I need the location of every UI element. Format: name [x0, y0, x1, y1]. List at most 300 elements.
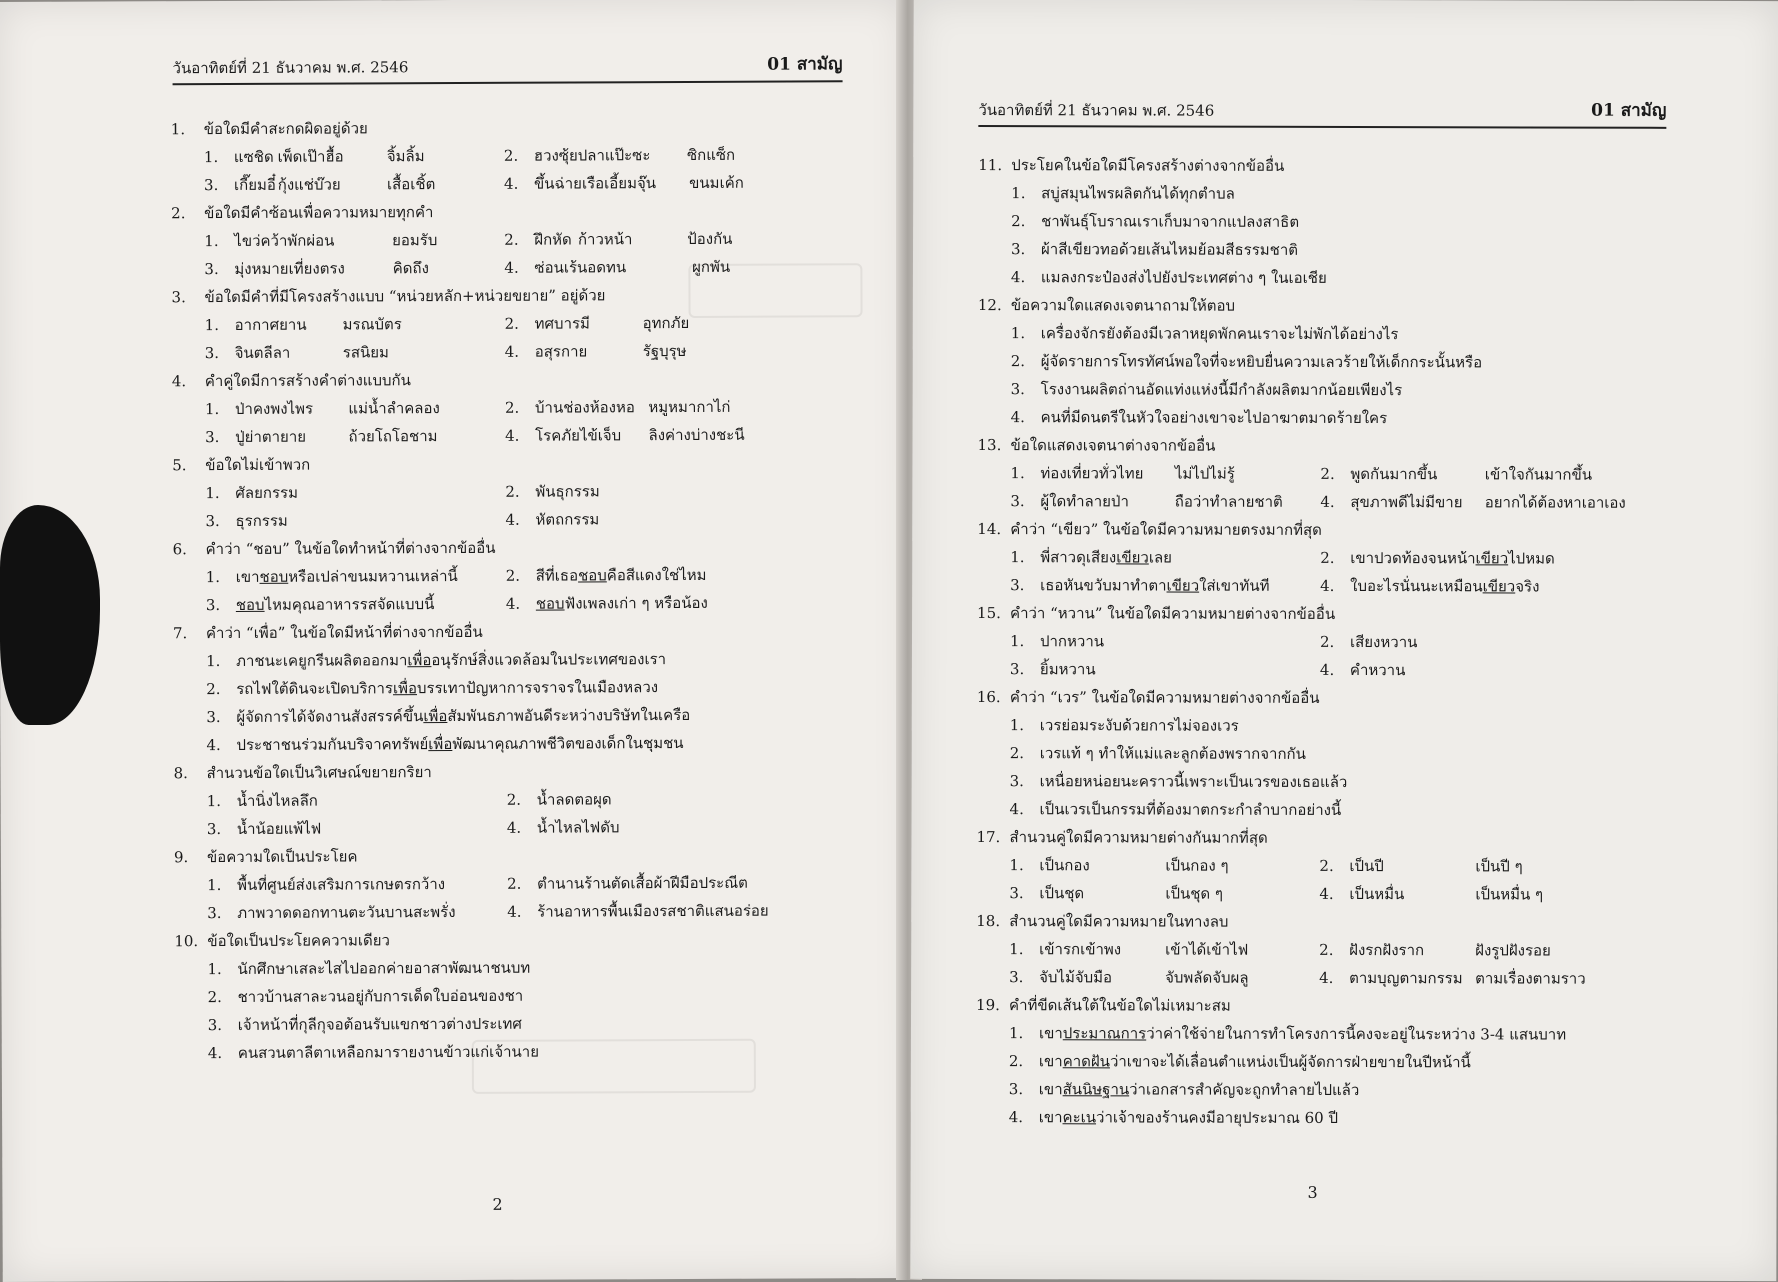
text-segment: จริง — [1515, 577, 1540, 596]
question-number: 10. — [174, 932, 199, 951]
option-number: 4. — [505, 426, 520, 445]
option-cells — [535, 336, 805, 365]
option-row — [977, 655, 1667, 685]
option-row — [171, 252, 861, 283]
option-term: เป็นชุด — [1039, 884, 1085, 903]
question-heading — [172, 448, 862, 479]
option-text — [1040, 627, 1104, 655]
underlined-word: คาดฝัน — [1062, 1052, 1110, 1071]
option-row — [172, 420, 862, 451]
text-segment: ยิ้มหวาน — [1039, 660, 1096, 679]
text-segment: ชาพันธุ์โบราณเราเก็บมาจากแปลงสาธิต — [1041, 212, 1300, 231]
question-text: ประโยคในข้อใดมีโครงสร้างต่างจากข้ออื่น — [1011, 156, 1285, 175]
option-term: สุขภาพดีไม่มีขาย — [1350, 493, 1463, 512]
option-number: 3. — [207, 1016, 223, 1035]
option-text — [1040, 739, 1306, 768]
option-number: 1. — [207, 960, 222, 979]
option-cells — [234, 226, 504, 255]
option — [1011, 179, 1668, 209]
option-cells — [1040, 487, 1320, 516]
option-number: 3. — [1010, 380, 1025, 399]
option-row — [976, 851, 1666, 881]
exam-date: วันอาทิตย์ที่ 21 ธันวาคม พ.ศ. 2546 — [978, 101, 1215, 120]
option-number: 3. — [1009, 968, 1024, 987]
text-segment: คนสวนตาลีตาเหลือกมารายงานข้าวแก่เจ้านาย — [237, 1042, 540, 1062]
question-number: 7. — [172, 624, 188, 643]
option — [1319, 852, 1629, 881]
option-row — [977, 571, 1667, 601]
option-number: 3. — [204, 260, 219, 279]
option-term: เป็นปี — [1349, 857, 1384, 876]
option — [1009, 963, 1319, 992]
option-number: 1. — [203, 148, 219, 167]
option-term: โรคภัยไข้เจ็บ — [535, 426, 622, 445]
option — [1320, 488, 1630, 517]
option-number: 1. — [1009, 632, 1025, 651]
option — [1319, 936, 1629, 965]
text-segment: น้ำน้อยแพ้ไฟ — [236, 819, 322, 838]
option-term: เที่ยงตรง — [288, 259, 345, 278]
option-term: ปลาแป๊ะซะ — [577, 146, 651, 165]
option-text — [1041, 319, 1399, 348]
page-header — [978, 95, 1666, 129]
option-term: ฝึกหัด — [534, 230, 572, 249]
option — [204, 254, 504, 283]
option-text — [237, 787, 318, 815]
option-row — [171, 224, 861, 255]
option-number: 4. — [1320, 576, 1335, 595]
option-term: ทศบารมี — [534, 314, 590, 333]
question-number: 11. — [978, 156, 1003, 175]
option-row — [977, 795, 1667, 825]
option-term: เป็นกอง ๆ — [1165, 856, 1229, 875]
option-text — [1350, 656, 1406, 684]
option-number: 4. — [506, 818, 522, 837]
question-heading — [978, 291, 1668, 321]
question-number: 14. — [977, 520, 1002, 539]
text-segment: ภาชนะเคยูกรีนผลิตออกมา — [236, 651, 408, 670]
option-term: อสุรกาย — [534, 342, 588, 361]
question-heading — [174, 840, 864, 871]
option-row — [976, 1103, 1666, 1133]
option-number: 2. — [503, 146, 519, 165]
option-number: 3. — [1010, 576, 1025, 595]
question-text: ข้อใดมีคำสะกดผิดอยู่ด้วย — [203, 119, 368, 139]
option-term: ป้องกัน — [687, 229, 733, 248]
question-text: สำนวนคู่ใดมีความหมายในทางลบ — [1009, 912, 1229, 931]
option-term: เรือเอี้ยมจุ๊น — [581, 174, 657, 193]
underlined-word: เพื่อ — [428, 735, 453, 754]
option — [1320, 572, 1630, 601]
question-item — [173, 532, 863, 619]
question-text: คำว่า “ชอบ” ในข้อใดทำหน้าที่ต่างจากข้ออื่น — [205, 538, 496, 559]
option-term: จับพลัดจับผลู — [1165, 968, 1249, 987]
option — [1010, 487, 1320, 516]
option-term: หมูหมากาไก่ — [648, 397, 731, 417]
option-text — [1040, 795, 1342, 824]
text-segment: เครื่องจักรยังต้องมีเวลาหยุดพักคนเราจะไม่พักได้อย่างไร — [1040, 324, 1399, 344]
text-segment: คนที่มีดนตรีในหัวใจอย่างเขาจะไปอาฆาตมาดร้ายใคร — [1040, 408, 1388, 428]
option-text — [236, 645, 666, 675]
question-heading — [172, 364, 862, 395]
option-number: 4. — [505, 510, 520, 529]
option-row — [174, 868, 864, 899]
option — [207, 898, 507, 927]
text-segment: ร้านอาหารพื้นเมืองรสชาติแสนอร่อย — [537, 901, 769, 921]
option — [1011, 263, 1668, 293]
option-text — [237, 982, 523, 1011]
option-number: 4. — [1010, 268, 1026, 287]
option-row — [175, 1008, 865, 1039]
text-segment: ชาวบ้านสาละวนอยู่กับการเด็ดใบอ่อนของชา — [237, 986, 524, 1006]
question-item — [174, 924, 865, 1067]
option — [505, 476, 805, 505]
option-term: อดทน — [587, 258, 627, 277]
option-row — [173, 588, 863, 619]
option-text — [238, 1038, 539, 1067]
option-text — [1040, 767, 1348, 796]
underlined-word: เพื่อ — [423, 707, 448, 726]
question-list — [976, 151, 1669, 1133]
option-row — [173, 672, 863, 703]
option-row — [174, 980, 864, 1011]
option-number: 2. — [1011, 212, 1026, 231]
option-term: เป็นชุด ๆ — [1165, 884, 1224, 903]
option — [1010, 711, 1667, 741]
option — [206, 644, 863, 675]
option-row — [174, 952, 864, 983]
option-cells — [1039, 879, 1319, 908]
text-segment: ใบอะไรนั่นนะเหมือน — [1350, 577, 1483, 596]
option-text — [236, 729, 683, 759]
question-item — [174, 840, 864, 927]
question-heading — [977, 431, 1667, 461]
option-term: ลิงค่างบ่างชะนี — [648, 425, 745, 445]
question-number: 8. — [173, 764, 188, 783]
text-segment: เวรแท้ ๆ ทำให้แม่และลูกต้องพรากจากกัน — [1039, 744, 1306, 763]
text-segment: ว่าเอกสารสำคัญจะถูกทำลายไปแล้ว — [1129, 1080, 1360, 1100]
option-row — [977, 543, 1667, 573]
text-segment: เขา — [1038, 1080, 1063, 1099]
text-segment: ผู้จัดการได้จัดงานสังสรรค์ขึ้น — [236, 707, 424, 726]
option-term: ท่องเที่ยวทั่วไทย — [1040, 464, 1144, 483]
option — [1320, 544, 1630, 573]
option-text — [1040, 543, 1172, 571]
option-row — [172, 336, 862, 367]
option-number: 2. — [505, 482, 520, 501]
option-number: 2. — [206, 680, 221, 699]
option-cells — [1039, 851, 1319, 880]
option — [1011, 235, 1668, 265]
option-term: ป่าคงพงไพร — [234, 399, 314, 418]
question-item — [171, 280, 861, 367]
question-number: 17. — [976, 828, 1001, 847]
option-term: ขนมเค้ก — [689, 173, 744, 192]
option-number: 3. — [203, 176, 219, 195]
option-number: 1. — [205, 568, 221, 587]
option-number: 3. — [205, 596, 221, 615]
option-term: ฝังรกฝังราก — [1349, 941, 1425, 960]
option-term: อยากได้ต้องหาเอาเอง — [1484, 493, 1626, 512]
question-item — [976, 823, 1666, 909]
option-number: 3. — [205, 512, 220, 531]
option — [207, 786, 507, 815]
text-segment: คือสีแดงใช่ไหม — [606, 565, 707, 585]
text-segment: ใส่เขาทันที — [1199, 576, 1270, 595]
option-row — [173, 700, 863, 731]
text-segment: ไหมคุณอาหารรสจัดแบบนี้ — [264, 595, 435, 614]
option — [205, 506, 505, 535]
option-term: รสนิยม — [342, 343, 389, 362]
option — [507, 784, 807, 813]
option-number: 1. — [1010, 324, 1026, 343]
option-number: 3. — [1008, 1080, 1024, 1099]
option-number: 1. — [1010, 548, 1025, 567]
option-row — [171, 140, 861, 171]
option — [206, 728, 863, 759]
option — [1009, 851, 1319, 880]
underlined-word: เขียว — [1475, 549, 1509, 568]
option-cells — [1039, 935, 1319, 964]
text-segment: ว่าเขาจะได้เลื่อนตำแหน่งเป็นผู้จัดการฝ่ายขายในปีหน้านี้ — [1109, 1052, 1471, 1072]
question-number: 19. — [976, 996, 1000, 1015]
option-term: ตามเรื่องตามราว — [1475, 969, 1586, 988]
page-header — [172, 50, 842, 85]
question-text: ข้อใดเป็นประโยคความเดียว — [207, 931, 390, 951]
option-term: ถ้วยโถโอชาม — [348, 427, 438, 446]
question-heading — [171, 196, 861, 227]
option-text — [236, 673, 658, 703]
option-cells — [235, 506, 505, 535]
option — [1010, 739, 1667, 769]
option-number: 4. — [1010, 408, 1025, 427]
option-row — [976, 1075, 1666, 1105]
option-row — [174, 896, 864, 927]
option-term: ขึ้นฉ่าย — [533, 174, 582, 193]
option-text — [1040, 711, 1239, 740]
underlined-word: เพื่อ — [407, 651, 432, 670]
option — [204, 226, 504, 255]
text-segment: นักศึกษาเสละไสไปออกค่ายอาสาพัฒนาชนบท — [237, 958, 531, 978]
option-number: 1. — [207, 876, 222, 895]
option-term: เข้าใจกันมากขึ้น — [1484, 465, 1593, 484]
question-heading — [976, 907, 1666, 937]
option-number: 2. — [1319, 632, 1335, 651]
option-text — [1039, 1075, 1360, 1104]
option — [1010, 767, 1667, 797]
text-segment: พี่สาวดุเสียง — [1040, 548, 1117, 567]
option-number: 2. — [207, 988, 222, 1007]
underlined-word: ชอบ — [235, 595, 265, 614]
option-number: 2. — [506, 790, 522, 809]
option — [1009, 1047, 1666, 1077]
option — [507, 868, 807, 897]
option-number: 4. — [1320, 492, 1335, 511]
option-row — [977, 627, 1667, 657]
question-heading — [977, 515, 1667, 545]
question-item — [174, 756, 864, 843]
text-segment: เจ้าหน้าที่กุลีกุจอต้อนรับแขกชาวต่างประเทศ — [237, 1014, 522, 1034]
option-row — [977, 711, 1667, 741]
question-text: สำนวนข้อใดเป็นวิเศษณ์ขยายกริยา — [206, 763, 432, 783]
question-number: 3. — [171, 288, 186, 307]
option-term: ไม่ไปไม่รู้ — [1174, 464, 1235, 483]
question-text: ข้อใดแสดงเจตนาต่างจากข้ออื่น — [1010, 436, 1216, 455]
question-item — [977, 683, 1667, 825]
question-text: คำว่า “เขียว” ในข้อใดมีความหมายตรงมากที่สุด — [1010, 520, 1322, 539]
option-number: 4. — [1319, 660, 1335, 679]
question-heading — [977, 683, 1667, 713]
option-row — [977, 739, 1667, 769]
option — [1010, 795, 1667, 825]
option-term: จิ้มลิ้ม — [386, 147, 425, 166]
option-number: 4. — [206, 736, 221, 755]
page-number: 2 — [492, 1194, 503, 1214]
option-number: 1. — [206, 652, 221, 671]
option-cells — [1350, 460, 1630, 489]
option-text — [1350, 628, 1417, 656]
question-item — [977, 599, 1667, 685]
option-row — [978, 403, 1668, 433]
option-text — [537, 869, 748, 898]
text-segment: ประชาชนร่วมกันบริจาคทรัพย์ — [236, 735, 429, 754]
option-term: อุทกภัย — [642, 313, 690, 333]
option-cells — [235, 310, 505, 339]
option-number: 3. — [1009, 884, 1024, 903]
option-cells — [234, 170, 504, 199]
option — [205, 394, 505, 423]
question-number: 9. — [173, 848, 189, 867]
option-text — [1350, 544, 1555, 573]
question-number: 5. — [172, 456, 187, 475]
option-row — [174, 812, 864, 843]
option — [1319, 880, 1629, 909]
option-term: เพ็ดเป๊าฮื้อ — [277, 147, 344, 166]
text-segment: เขา — [1038, 1052, 1063, 1071]
option-number: 2. — [504, 230, 519, 249]
option-term: อากาศยาน — [234, 315, 307, 334]
option-text — [238, 1010, 522, 1039]
question-heading — [171, 280, 861, 311]
option-number: 3. — [206, 820, 222, 839]
option — [506, 588, 806, 617]
text-segment: น้ำนิ่งไหลลึก — [236, 791, 318, 810]
text-segment: พัฒนาคุณภาพชีวิตของเด็กในชุมชน — [452, 734, 684, 754]
option-number: 4. — [1319, 884, 1334, 903]
text-segment: เวรย่อมระงับด้วยการไม่จองเวร — [1039, 716, 1239, 735]
option-number: 3. — [207, 904, 222, 923]
option — [1320, 460, 1630, 489]
option-term: รัฐบุรุษ — [642, 341, 687, 361]
option-text — [536, 589, 708, 618]
option-term: ฮวงซุ้ย — [533, 146, 578, 165]
text-segment: บรรเทาปัญหาการจราจรในเมืองหลวง — [416, 678, 659, 698]
option-cells — [235, 422, 505, 451]
option-cells — [534, 168, 804, 197]
question-heading — [173, 532, 863, 563]
text-segment: ตำนานร้านตัดเสื้อผ้าฝีมือประณีต — [537, 873, 748, 893]
option-row — [978, 263, 1668, 293]
option — [505, 392, 805, 421]
option-number: 1. — [1010, 464, 1025, 483]
option — [1009, 1019, 1666, 1049]
option-number: 4. — [1319, 968, 1334, 987]
option-term: ตามบุญตามกรรม — [1349, 969, 1463, 988]
option — [1320, 628, 1630, 657]
option-number: 1. — [1009, 716, 1025, 735]
option-term: มรณบัตร — [342, 315, 402, 334]
option-row — [172, 476, 862, 507]
option — [1011, 347, 1668, 377]
option-term: เป็นปี ๆ — [1475, 857, 1523, 876]
option-text — [236, 590, 435, 619]
option-text — [1039, 1103, 1338, 1132]
text-segment: เขา — [1038, 1024, 1063, 1043]
option — [205, 422, 505, 451]
option-number: 4. — [1008, 1108, 1024, 1127]
option-text — [1041, 347, 1482, 376]
option-row — [977, 767, 1667, 797]
option-number: 2. — [504, 398, 520, 417]
option — [504, 140, 804, 169]
option-text — [1041, 235, 1298, 264]
option — [206, 672, 863, 703]
option-number: 1. — [1009, 856, 1024, 875]
option-row — [976, 963, 1666, 993]
option-row — [175, 1036, 865, 1067]
question-text: สำนวนคู่ใดมีความหมายต่างกันมากที่สุด — [1009, 828, 1268, 847]
option — [1009, 1075, 1666, 1105]
option-number: 1. — [204, 316, 219, 335]
option — [206, 590, 506, 619]
question-item — [977, 431, 1667, 517]
option-term: ก้าวหน้า — [577, 230, 633, 249]
option-cells — [535, 420, 805, 449]
question-text: คำว่า “เพื่อ” ในข้อใดมีหน้าที่ต่างจากข้ออื่น — [205, 622, 483, 643]
option-term: บ้านช่องห้องหอ — [534, 398, 635, 417]
text-segment: แมลงกระป๋องส่งไปยังประเทศต่าง ๆ ในเอเชีย — [1040, 268, 1327, 287]
option-cells — [534, 252, 804, 281]
option-number: 1. — [1011, 184, 1026, 203]
question-text: คำคู่ใดมีการสร้างคำต่างแบบกัน — [204, 371, 411, 391]
option-number: 2. — [1320, 548, 1335, 567]
option-term: เข้ารกเข้าพง — [1039, 940, 1122, 959]
option-cells — [1349, 880, 1629, 909]
option-term: เข้าได้เข้าไฟ — [1165, 940, 1249, 959]
text-segment: คำหวาน — [1349, 661, 1406, 680]
text-segment: พื้นที่ศูนย์ส่งเสริมการเกษตรกว้าง — [237, 875, 446, 894]
question-item — [976, 991, 1666, 1133]
option-cells — [534, 224, 804, 253]
question-item — [977, 515, 1667, 601]
text-segment: รถไฟใต้ดินจะเปิดบริการ — [236, 679, 393, 698]
option-row — [977, 459, 1667, 489]
question-text: ข้อความใดเป็นประโยค — [206, 847, 358, 867]
question-item — [172, 364, 862, 451]
option-number: 4. — [207, 1044, 223, 1063]
question-text: คำว่า “หวาน” ในข้อใดมีความหมายต่างจากข้ออื่น — [1010, 604, 1336, 623]
option — [1320, 656, 1630, 685]
option-text — [1041, 207, 1299, 236]
option-cells — [535, 476, 805, 505]
option-cells — [235, 338, 505, 367]
question-item — [171, 112, 861, 199]
option — [1009, 1103, 1666, 1133]
underlined-word: คะเน — [1062, 1108, 1097, 1127]
option — [206, 562, 506, 591]
text-segment: สัมพันธภาพอันดีระหว่างบริษัทในเครือ — [447, 705, 691, 726]
option-text — [1041, 263, 1327, 292]
